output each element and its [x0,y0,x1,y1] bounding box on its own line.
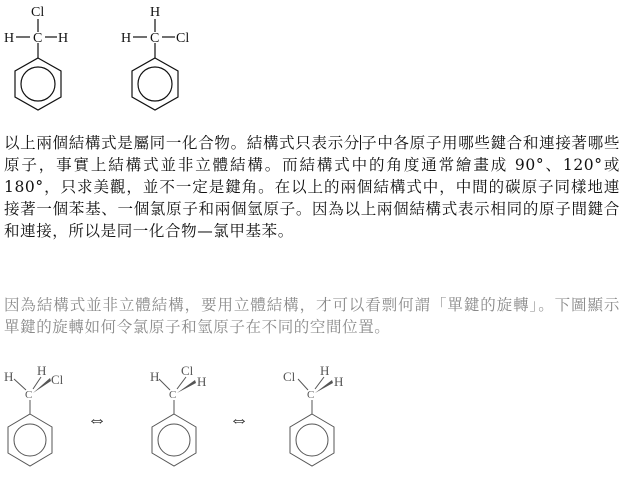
benzene-ring-circle [158,424,190,456]
bond [298,379,308,390]
structure-1-right-atom: H [58,31,69,46]
structure-1-left-atom: H [4,31,15,46]
explanation-paragraph-1 [4,132,620,242]
benzene-ring [290,414,334,466]
bond-rotation-structures [0,362,623,479]
benzene-ring [152,414,196,466]
rotation-2-upper-left-atom: H [150,369,160,384]
rotation-3-center-atom: C [307,389,315,401]
benzene-ring-circle [138,67,172,101]
structure-1 [4,5,68,110]
benzene-ring-circle [296,424,328,456]
rotation-1-upper-left-atom: H [4,369,14,384]
rotation-structure-2 [150,363,206,466]
benzene-ring [15,58,61,110]
rotation-1-upper-right-atom: Cl [51,372,64,387]
structure-2 [121,5,189,110]
benzene-ring-circle [14,424,46,456]
structure-2-left-atom: H [121,31,132,46]
benzene-ring [8,414,52,466]
explanation-paragraph-2: 因為結構式並非立體結構，要用立體結構，才可以看剽何謂「單鍵的旋轉」。下圖顯示單鍵的旋轉如何令氯原子和氫原子在不同的空間位置。 [4,296,620,336]
bond [14,379,26,390]
rotation-1-center-atom: C [25,389,33,401]
equivalence-arrow-1: ⇔ [87,409,107,431]
benzene-ring [132,58,178,110]
rotation-3-upper-mid-atom: H [320,363,330,378]
bond [159,379,170,390]
rotation-3-upper-left-atom: Cl [283,369,296,384]
structure-2-center-atom: C [150,31,160,46]
paragraph-1-text-b: 子中各原子用哪些鍵合和連接著哪些原子，事實上結構式並非立體結構。而結構式中的角度通常繪畫成 90°、120°或 180°，只求美觀，並不一定是鍵角。在以上的兩個結構式中，中間的碳原子同樣地連接著一個苯基、一個氯原子和兩個氫原子。因為以上兩個結構式表示相同的原子間鍵合和連接，所以是同一化合物—氯甲基苯。 [4,134,620,240]
rotation-1-upper-mid-atom: H [37,363,47,378]
rotation-3-upper-right-atom: H [334,374,344,389]
top-structural-formulas [0,0,623,125]
structure-1-top-atom: Cl [31,5,45,20]
wedge-bond [177,380,196,393]
wedge-bond [315,380,333,393]
equivalence-arrow-2: ⇔ [229,409,249,431]
paragraph-1-text-a: 以上兩個結構式是屬同一化合物。結構式只表示分 [4,134,361,152]
rotation-2-upper-mid-atom: Cl [181,363,194,378]
rotation-2-upper-right-atom: H [197,374,207,389]
structure-2-top-atom: H [150,5,161,20]
rotation-structure-3 [283,363,343,466]
structure-1-center-atom: C [33,31,43,46]
rotation-2-center-atom: C [169,389,177,401]
benzene-ring-circle [21,67,55,101]
structure-2-right-atom: Cl [176,31,190,46]
rotation-structure-1 [4,363,64,466]
bond [177,377,186,389]
